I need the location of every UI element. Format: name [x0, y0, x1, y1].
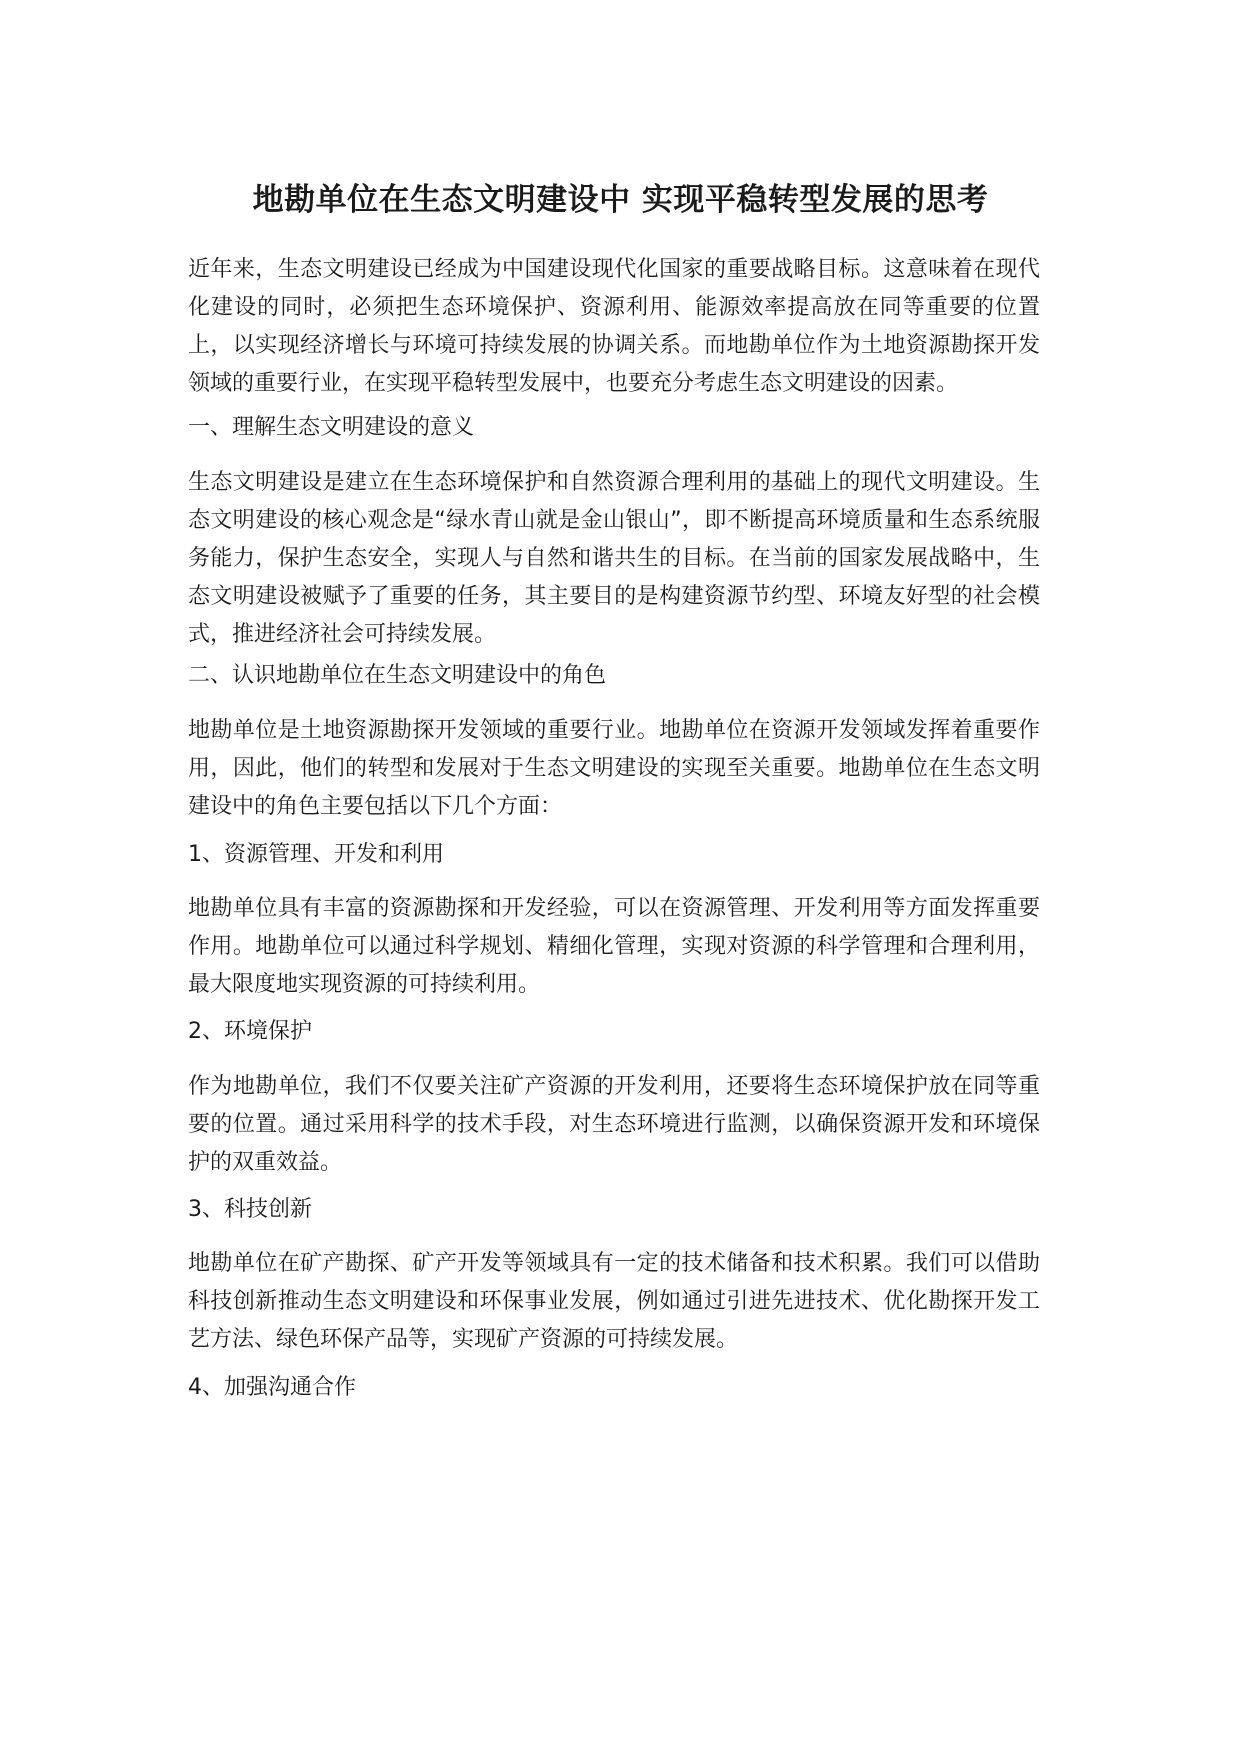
item-2-heading: 2、环境保护: [188, 1019, 312, 1044]
section-1-paragraph: 生态文明建设是建立在生态环境保护和自然资源合理利用的基础上的现代文明建设。生态文明建设的核心观念是“绿水青山就是金山银山”，即不断提高环境质量和生态系统服务能力，保护生态安全，实现人与自然和谐共生的目标。在当前的国家发展战略中，生态文明建设被赋予了重要的任务，其主要目的是构建资源节约型、环境友好型的社会模式，推进经济社会可持续发展。: [188, 470, 1040, 647]
item-2-paragraph: 作为地勘单位，我们不仅要关注矿产资源的开发利用，还要将生态环境保护放在同等重要的位置。通过采用科学的技术手段，对生态环境进行监测，以确保资源开发和环境保护的双重效益。: [188, 1074, 1040, 1175]
section-2-heading: 二、认识地勘单位在生态文明建设中的角色: [188, 663, 607, 688]
item-1-heading: 1、资源管理、开发和利用: [188, 842, 444, 867]
item-3-paragraph: 地勘单位在矿产勘探、矿产开发等领域具有一定的技术储备和技术积累。我们可以借助科技创新推动生态文明建设和环保事业发展，例如通过引进先进技术、优化勘探开发工艺方法、绿色环保产品等，实现矿产资源的可持续发展。: [188, 1251, 1040, 1352]
item-3-heading: 3、科技创新: [188, 1197, 312, 1222]
item-4-heading: 4、加强沟通合作: [188, 1375, 356, 1400]
section-2-paragraph: 地勘单位是土地资源勘探开发领域的重要行业。地勘单位在资源开发领域发挥着重要作用，因此，他们的转型和发展对于生态文明建设的实现至关重要。地勘单位在生态文明建设中的角色主要包括以下几个方面：: [188, 718, 1040, 819]
section-1-heading: 一、理解生态文明建设的意义: [188, 415, 475, 440]
item-1-paragraph: 地勘单位具有丰富的资源勘探和开发经验，可以在资源管理、开发利用等方面发挥重要作用。地勘单位可以通过科学规划、精细化管理，实现对资源的科学管理和合理利用，最大限度地实现资源的可持续利用。: [188, 896, 1040, 997]
document-title: 地勘单位在生态文明建设中 实现平稳转型发展的思考: [252, 182, 989, 218]
intro-paragraph: 近年来，生态文明建设已经成为中国建设现代化国家的重要战略目标。这意味着在现代化建设的同时，必须把生态环境保护、资源利用、能源效率提高放在同等重要的位置上，以实现经济增长与环境可持续发展的协调关系。而地勘单位作为土地资源勘探开发领域的重要行业，在实现平稳转型发展中，也要充分考虑生态文明建设的因素。: [188, 257, 1040, 396]
